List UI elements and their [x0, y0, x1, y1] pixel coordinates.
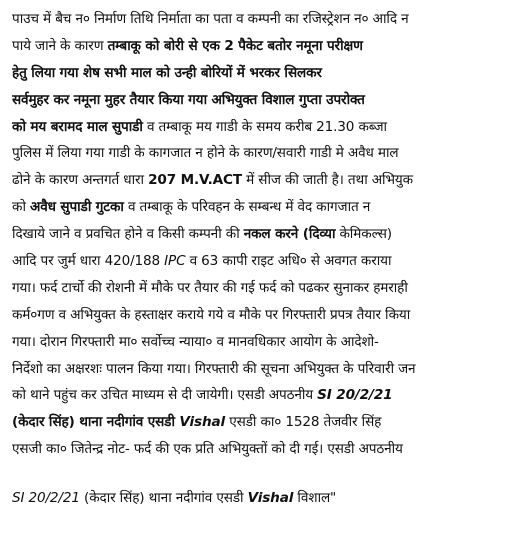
text-line [12, 356, 497, 383]
body-text: को थाने पहुंच कर उचित माध्यम से दी जायेगी। एसडी अपठनीय [12, 387, 318, 404]
text-line [12, 140, 497, 167]
body-text: व तम्बाकू के परिवहन के सम्बन्ध में वेद कागजात न [123, 199, 371, 216]
text-line [12, 167, 497, 194]
emphasized-text: Vishal [247, 490, 294, 507]
body-text: व तम्बाकू मय गाडी के समय करीब 21.30 कब्जा [142, 118, 387, 135]
emphasized-text: नकल करने (दिव्या [243, 226, 336, 243]
emphasized-text: सर्वमुहर कर नमूना मुहर तैयार किया गया अभियुक्त विशाल गुप्ता उपरोक्त [12, 91, 365, 108]
emphasized-text: (केदार सिंह) थाना नदीगांव एसडी [12, 414, 180, 431]
body-text: कर्म०गण व अभियुक्त के हस्ताक्षर कराये गये व मौके पर गिरफ्तारी प्रपत्र तैयार किया [12, 306, 411, 323]
body-text: ढोने के कारण अन्तगर्त धारा [12, 172, 149, 189]
body-text: दिखाये जाने व प्रवचित होने व किसी कम्पनी की [12, 226, 244, 243]
text-line [12, 409, 497, 436]
body-text: केमिकल्स) [335, 226, 392, 243]
emphasized-text: SI 20/2/21 [317, 387, 393, 404]
emphasized-text: 207 M.V.ACT [148, 172, 242, 189]
body-text: गया। फर्द टार्चो की रोशनी में मौके पर तैयार की गई फर्द को पढकर सुनाकर हमराही [12, 279, 408, 296]
body-text: आदि पर जुर्म धारा 420/188 [12, 253, 165, 270]
text-line [12, 60, 497, 87]
body-text: (केदार सिंह) थाना नदीगांव एसडी [79, 490, 248, 507]
body-text: पाये जाने के कारण [12, 37, 108, 54]
text-line [12, 382, 497, 409]
body-text: निर्देशो का अक्षरशः पालन किया गया। गिरफ्तारी की सूचना अभियुक्त के परिवारी जन [12, 360, 416, 377]
body-text: एसजी का० जितेन्द्र नोट- फर्द की एक प्रति अभियुक्तों को दी गई। एसडी अपठनीय [12, 441, 403, 458]
body-text: पुलिस में लिया गया गाडी के कागजात न होने के कारण/सवारी गाडी मे अवैध माल [12, 145, 399, 162]
text-line [12, 275, 497, 302]
emphasized-text: को मय बरामद माल सुपाडी [12, 118, 143, 135]
body-text: को [12, 199, 30, 216]
body-text: व 63 कापी राइट अधि० से अवगत कराया [185, 253, 392, 270]
text-line [12, 248, 497, 275]
emphasized-text: Vishal [179, 414, 226, 431]
text-line [12, 114, 497, 141]
text-line [12, 194, 497, 221]
paragraph-gap [12, 463, 497, 485]
emphasized-text: तम्बाकू को बोरी से एक 2 पैकेट बतोर नमूना परीक्षण [107, 37, 363, 54]
emphasized-text: हेतु लिया गया शेष सभी माल को उन्ही बोरियों में भरकर सिलकर [12, 64, 322, 81]
body-text: में सीज की जाती है। तथा अभियुक [241, 172, 413, 189]
body-text: गया। दोरान गिरफ्तारी मा० सर्वोच्च न्याया० व मानवधिकार आयोग के आदेशो- [12, 333, 379, 350]
text-line [12, 221, 497, 248]
body-text: IPC [164, 253, 186, 270]
text-line [12, 6, 497, 33]
body-text: एसडी का० 1528 तेजवीर सिंह [225, 414, 382, 431]
body-text: विशाल" [293, 490, 337, 507]
text-line [12, 436, 497, 463]
body-text: SI 20/2/21 [12, 490, 80, 507]
text-line [12, 302, 497, 329]
body-text: पाउच में बैच न० निर्माण तिथि निर्माता का पता व कम्पनी का रजिस्ट्रेशन न० आदि न [12, 11, 409, 27]
text-line [12, 87, 497, 114]
text-line [12, 485, 497, 512]
emphasized-text: अवैध सुपाडी गुटका [29, 199, 124, 216]
text-line [12, 33, 497, 60]
text-line [12, 329, 497, 356]
